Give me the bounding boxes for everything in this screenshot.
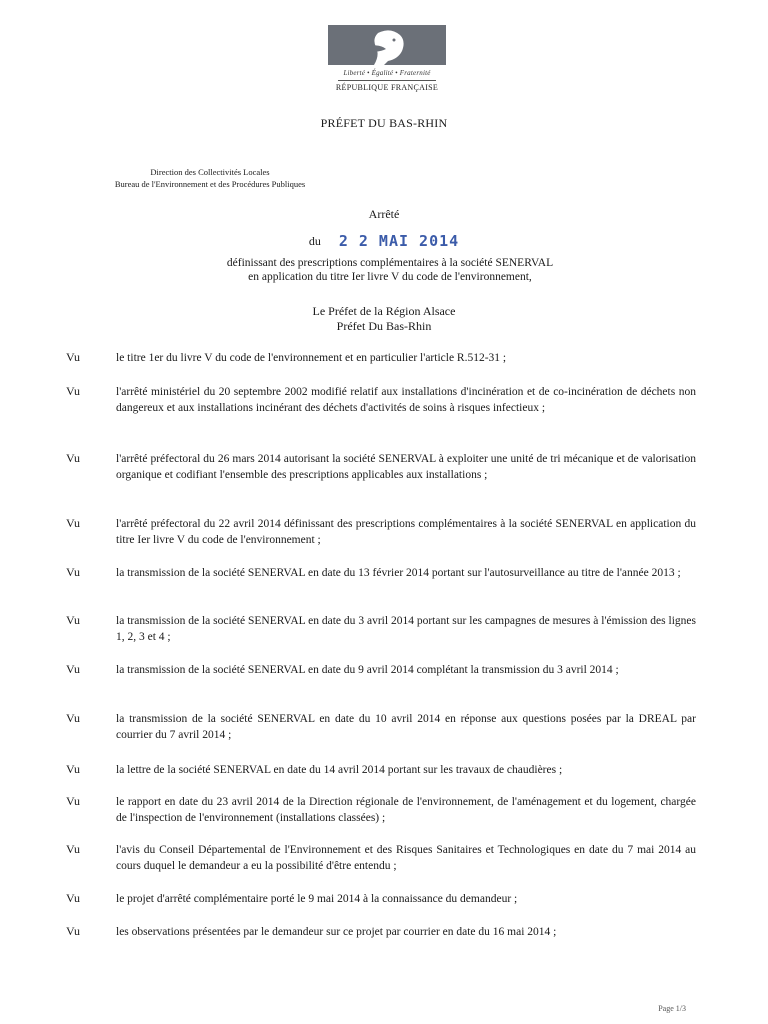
visa-label: Vu <box>66 842 80 856</box>
visa-text: les observations présentées par le demandeur sur ce projet par courrier en date du 16 mai 2014 ; <box>116 926 557 938</box>
prefet-title: PRÉFET DU BAS-RHIN <box>320 116 448 130</box>
prefet-line-2: Préfet Du Bas-Rhin <box>336 319 432 333</box>
direction-line-2: Bureau de l'Environnement et des Procédures Publiques <box>114 179 306 189</box>
visa-text: l'avis du Conseil Départemental de l'Environnement et des Risques Sanitaires et Technologiques en date du 7 mai 2014 au cours duquel le demandeur a eu la possibilité d'être entendu ; <box>116 844 696 872</box>
visa-label: Vu <box>66 711 80 725</box>
prefet-block <box>0 304 768 334</box>
decree-subject <box>160 256 620 284</box>
visa-text: le projet d'arrêté complémentaire porté le 9 mai 2014 à la connaissance du demandeur ; <box>116 893 518 905</box>
logo-divider <box>338 80 436 81</box>
visa-text: le titre 1er du livre V du code de l'environnement et en particulier l'article R.512-31 ; <box>116 352 507 364</box>
decree-title: Arrêté <box>368 207 400 221</box>
logo-name: RÉPUBLIQUE FRANÇAISE <box>335 83 439 92</box>
direction-line-1: Direction des Collectivités Locales <box>150 167 270 177</box>
subject-line-1: définissant des prescriptions complémentaires à la société SENERVAL <box>226 257 554 269</box>
du-label: du <box>308 233 321 248</box>
visa-label: Vu <box>66 891 80 905</box>
visa-text: la transmission de la société SENERVAL en date du 13 février 2014 portant sur l'autosurveillance au titre de l'année 2013 ; <box>116 567 681 579</box>
decree-date-line <box>0 232 768 250</box>
visa-label: Vu <box>66 451 80 465</box>
visa-text: la lettre de la société SENERVAL en date du 14 avril 2014 portant sur les travaux de chaudières ; <box>116 764 563 776</box>
visa-label: Vu <box>66 384 80 398</box>
page-number: Page 1/3 <box>658 1004 686 1013</box>
marianne-logo-icon <box>328 25 446 65</box>
visa-label: Vu <box>66 516 80 530</box>
visa-text: le rapport en date du 23 avril 2014 de la Direction régionale de l'environnement, de l'aménagement et du logement, chargée de l'inspection de l'environnement (installations classées) ; <box>116 796 696 824</box>
visa-label: Vu <box>66 762 80 776</box>
logo-motto: Liberté • Égalité • Fraternité <box>343 69 431 77</box>
visa-label: Vu <box>66 794 80 808</box>
date-stamp: 2 2 MAI 2014 <box>338 232 460 251</box>
visa-text: l'arrêté préfectoral du 22 avril 2014 définissant des prescriptions complémentaires à la société SENERVAL en application du titre Ier livre V du code de l'environnement ; <box>116 518 696 546</box>
visa-label: Vu <box>66 613 80 627</box>
visa-text: l'arrêté préfectoral du 26 mars 2014 autorisant la société SENERVAL à exploiter une unité de tri mécanique et de valorisation organique et codifiant l'ensemble des prescriptions applicables aux installations ; <box>116 453 696 481</box>
visa-text: la transmission de la société SENERVAL en date du 10 avril 2014 en réponse aux questions posées par la DREAL par courrier du 7 avril 2014 ; <box>116 713 696 741</box>
visa-label: Vu <box>66 662 80 676</box>
visa-label: Vu <box>66 350 80 364</box>
republique-francaise-logo <box>328 25 446 92</box>
direction-block <box>90 166 330 190</box>
visa-text: la transmission de la société SENERVAL en date du 9 avril 2014 complétant la transmission du 3 avril 2014 ; <box>116 664 619 676</box>
visa-label: Vu <box>66 924 80 938</box>
visa-text: l'arrêté ministériel du 20 septembre 2002 modifié relatif aux installations d'incinération et de co-incinération de déchets non dangereux et aux installations incinérant des déchets d'activités de soins à risques infectieux ; <box>116 386 696 414</box>
subject-line-2: en application du titre Ier livre V du code de l'environnement, <box>248 271 532 283</box>
prefet-line-1: Le Préfet de la Région Alsace <box>312 304 456 318</box>
visa-text: la transmission de la société SENERVAL en date du 3 avril 2014 portant sur les campagnes de mesures à l'émission des lignes 1, 2, 3 et 4 ; <box>116 615 696 643</box>
visa-label: Vu <box>66 565 80 579</box>
